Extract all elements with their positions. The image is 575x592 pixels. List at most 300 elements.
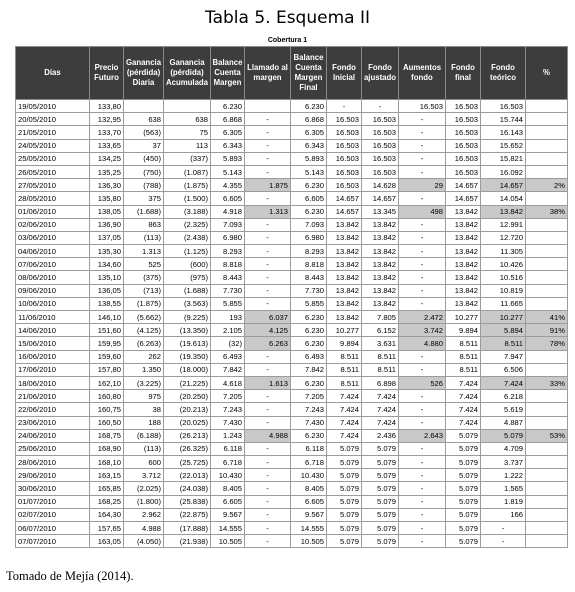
col-balance-final-cell: 8.405: [291, 482, 327, 495]
col-fondo-inicial-cell: 13.842: [327, 284, 362, 297]
col-fondo-final-cell: 7.424: [446, 403, 481, 416]
col-llamado-margen-cell: -: [245, 456, 291, 469]
col-balance-cuenta-margen-cell: 8.818: [211, 258, 245, 271]
col-aumentos-fondo-cell: 16.503: [399, 100, 446, 113]
col-porcentaje-cell: [526, 456, 568, 469]
col-porcentaje-cell: 2%: [526, 179, 568, 192]
col-fondo-teorico-cell: 7.424: [481, 376, 526, 389]
col-balance-final-cell: 5.143: [291, 165, 327, 178]
col-fondo-ajustado-cell: 16.503: [362, 139, 399, 152]
col-ganancia-diaria-cell: (563): [124, 126, 164, 139]
col-ganancia-acumulada-cell: (2.438): [164, 231, 211, 244]
col-balance-final-cell: 5.855: [291, 297, 327, 310]
col-fondo-ajustado-cell: 16.503: [362, 152, 399, 165]
col-porcentaje-cell: [526, 100, 568, 113]
col-llamado-margen-cell: -: [245, 165, 291, 178]
col-ganancia-diaria-cell: 262: [124, 350, 164, 363]
col-fondo-teorico-cell: 4.709: [481, 442, 526, 455]
col-porcentaje-cell: 41%: [526, 311, 568, 324]
col-ganancia-diaria-cell: 375: [124, 192, 164, 205]
col-dias-cell: 29/06/2010: [16, 469, 90, 482]
col-fondo-final-cell: 5.079: [446, 522, 481, 535]
col-aumentos-fondo-cell: -: [399, 271, 446, 284]
col-balance-cuenta-margen-cell: 5.143: [211, 165, 245, 178]
source-note: Tomado de Mejía (2014).: [6, 569, 134, 583]
col-balance-cuenta-margen-cell: 193: [211, 311, 245, 324]
table-row: [16, 442, 568, 455]
col-ganancia-diaria-cell: 4.988: [124, 522, 164, 535]
col-ganancia-diaria-cell: 2.962: [124, 508, 164, 521]
col-precio-futuro-cell: 135,10: [90, 271, 124, 284]
col-balance-final-cell: 14.555: [291, 522, 327, 535]
col-fondo-ajustado-cell: 5.079: [362, 482, 399, 495]
col-balance-final-cell: 6.230: [291, 311, 327, 324]
col-fondo-ajustado-cell: 13.842: [362, 297, 399, 310]
col-dias-cell: 28/05/2010: [16, 192, 90, 205]
col-ganancia-acumulada-cell: (20.213): [164, 403, 211, 416]
col-fondo-teorico-cell: 11.665: [481, 297, 526, 310]
col-fondo-inicial-cell: -: [327, 100, 362, 113]
col-aumentos-fondo-cell: -: [399, 165, 446, 178]
col-fondo-teorico-cell: 7.947: [481, 350, 526, 363]
col-ganancia-acumulada-cell: (22.875): [164, 508, 211, 521]
col-porcentaje-cell: [526, 271, 568, 284]
col-fondo-inicial-cell: 16.503: [327, 126, 362, 139]
col-balance-cuenta-margen-cell: 4.618: [211, 376, 245, 389]
col-fondo-teorico-cell: 166: [481, 508, 526, 521]
col-ganancia-diaria-cell: (375): [124, 271, 164, 284]
col-llamado-margen-cell: -: [245, 139, 291, 152]
col-precio-futuro-cell: 163,15: [90, 469, 124, 482]
col-balance-cuenta-margen-cell: 7.243: [211, 403, 245, 416]
col-llamado-margen-cell: -: [245, 113, 291, 126]
col-fondo-ajustado-cell: 16.503: [362, 165, 399, 178]
col-aumentos-fondo-cell: -: [399, 297, 446, 310]
col-llamado-margen-cell: -: [245, 126, 291, 139]
col-ganancia-acumulada-cell: (21.225): [164, 376, 211, 389]
col-precio-futuro-cell: 133,70: [90, 126, 124, 139]
col-precio-futuro-cell: 168,25: [90, 495, 124, 508]
col-fondo-inicial-cell: 5.079: [327, 522, 362, 535]
col-dias-cell: 28/06/2010: [16, 456, 90, 469]
col-ganancia-acumulada-cell: (9.225): [164, 311, 211, 324]
col-porcentaje-cell: [526, 165, 568, 178]
col-aumentos-fondo-cell: -: [399, 126, 446, 139]
col-llamado-margen-cell: -: [245, 218, 291, 231]
col-fondo-ajustado-cell: 13.842: [362, 258, 399, 271]
col-aumentos-fondo-cell: -: [399, 258, 446, 271]
col-fondo-inicial-cell: 13.842: [327, 258, 362, 271]
table-row: [16, 416, 568, 429]
col-dias-cell: 01/06/2010: [16, 205, 90, 218]
col-balance-final-cell: 6.605: [291, 192, 327, 205]
col-dias-cell: 10/06/2010: [16, 297, 90, 310]
col-ganancia-acumulada-cell: (1.125): [164, 245, 211, 258]
col-aumentos-fondo-cell: -: [399, 416, 446, 429]
col-balance-cuenta-margen-cell: 7.093: [211, 218, 245, 231]
col-ganancia-acumulada-cell: (26.213): [164, 429, 211, 442]
col-llamado-margen-cell: 6.263: [245, 337, 291, 350]
col-ganancia-diaria-cell: 863: [124, 218, 164, 231]
col-balance-cuenta-margen-cell: 5.893: [211, 152, 245, 165]
col-fondo-final-cell: 7.424: [446, 376, 481, 389]
col-balance-cuenta-margen-cell: 6.718: [211, 456, 245, 469]
col-fondo-final-cell: 13.842: [446, 245, 481, 258]
col-fondo-inicial-cell: 5.079: [327, 535, 362, 548]
col-fondo-final-cell: 14.657: [446, 192, 481, 205]
col-precio-futuro-cell: 136,05: [90, 284, 124, 297]
col-ganancia-diaria-cell: 38: [124, 403, 164, 416]
col-fondo-teorico-cell: 6.218: [481, 390, 526, 403]
col-balance-cuenta-margen-cell: 6.868: [211, 113, 245, 126]
col-fondo-teorico-cell: 5.619: [481, 403, 526, 416]
col-fondo-ajustado-cell: 5.079: [362, 456, 399, 469]
col-balance-final-cell: 6.980: [291, 231, 327, 244]
col-aumentos-fondo-header: Aumentos fondo: [399, 47, 446, 100]
col-precio-futuro-cell: 135,30: [90, 245, 124, 258]
col-balance-cuenta-margen-cell: (32): [211, 337, 245, 350]
table-subtitle: Cobertura 1: [267, 37, 308, 44]
col-aumentos-fondo-cell: 2.643: [399, 429, 446, 442]
col-dias-cell: 06/07/2010: [16, 522, 90, 535]
col-ganancia-diaria-cell: (1.688): [124, 205, 164, 218]
col-llamado-margen-cell: -: [245, 508, 291, 521]
table-body: [16, 100, 568, 548]
col-fondo-inicial-cell: 16.503: [327, 113, 362, 126]
col-fondo-final-cell: 5.079: [446, 535, 481, 548]
col-ganancia-diaria-cell: 3.712: [124, 469, 164, 482]
col-llamado-margen-cell: -: [245, 271, 291, 284]
col-ganancia-acumulada-cell: (600): [164, 258, 211, 271]
col-ganancia-diaria-header: Ganancia (pérdida) Diaria: [124, 47, 164, 100]
col-precio-futuro-cell: 165,85: [90, 482, 124, 495]
table-row: [16, 205, 568, 218]
col-dias-cell: 30/06/2010: [16, 482, 90, 495]
col-fondo-final-cell: 5.079: [446, 469, 481, 482]
col-llamado-margen-cell: -: [245, 390, 291, 403]
col-fondo-ajustado-cell: 7.424: [362, 416, 399, 429]
table-row: [16, 456, 568, 469]
col-balance-final-cell: 6.230: [291, 376, 327, 389]
col-precio-futuro-cell: 160,75: [90, 403, 124, 416]
table-row: [16, 113, 568, 126]
table-row: [16, 363, 568, 376]
col-fondo-final-cell: 13.842: [446, 271, 481, 284]
col-ganancia-acumulada-cell: (20.025): [164, 416, 211, 429]
col-porcentaje-cell: [526, 126, 568, 139]
col-porcentaje-cell: [526, 297, 568, 310]
col-ganancia-acumulada-cell: (26.325): [164, 442, 211, 455]
col-dias-cell: 25/06/2010: [16, 442, 90, 455]
col-porcentaje-cell: [526, 258, 568, 271]
col-aumentos-fondo-cell: -: [399, 522, 446, 535]
col-fondo-inicial-cell: 16.503: [327, 139, 362, 152]
col-aumentos-fondo-cell: -: [399, 139, 446, 152]
col-ganancia-diaria-cell: (3.225): [124, 376, 164, 389]
col-fondo-inicial-cell: 13.842: [327, 218, 362, 231]
col-balance-cuenta-margen-cell: 6.493: [211, 350, 245, 363]
col-porcentaje-cell: [526, 403, 568, 416]
col-precio-futuro-cell: 168,10: [90, 456, 124, 469]
col-precio-futuro-cell: 132,95: [90, 113, 124, 126]
col-dias-cell: 19/05/2010: [16, 100, 90, 113]
col-ganancia-acumulada-cell: (1.087): [164, 165, 211, 178]
col-llamado-margen-cell: -: [245, 442, 291, 455]
col-fondo-final-cell: 16.503: [446, 165, 481, 178]
col-fondo-inicial-cell: 8.511: [327, 376, 362, 389]
col-llamado-margen-cell: -: [245, 231, 291, 244]
col-precio-futuro-cell: 136,30: [90, 179, 124, 192]
col-balance-cuenta-margen-cell: 2.105: [211, 324, 245, 337]
table-row: [16, 495, 568, 508]
col-ganancia-acumulada-cell: (25.725): [164, 456, 211, 469]
col-porcentaje-cell: [526, 113, 568, 126]
col-precio-futuro-cell: 157,65: [90, 522, 124, 535]
col-porcentaje-header: %: [526, 47, 568, 100]
col-precio-futuro-cell: 138,55: [90, 297, 124, 310]
col-fondo-final-cell: 13.842: [446, 258, 481, 271]
col-dias-cell: 01/07/2010: [16, 495, 90, 508]
col-llamado-margen-header: Llamado al margen: [245, 47, 291, 100]
col-fondo-final-cell: 16.503: [446, 113, 481, 126]
col-llamado-margen-cell: -: [245, 469, 291, 482]
col-fondo-inicial-cell: 14.657: [327, 192, 362, 205]
col-aumentos-fondo-cell: 29: [399, 179, 446, 192]
col-fondo-teorico-cell: 1.819: [481, 495, 526, 508]
col-ganancia-diaria-cell: (2.025): [124, 482, 164, 495]
col-llamado-margen-cell: -: [245, 297, 291, 310]
col-aumentos-fondo-cell: 498: [399, 205, 446, 218]
col-porcentaje-cell: [526, 508, 568, 521]
col-fondo-teorico-cell: 10.277: [481, 311, 526, 324]
col-dias-cell: 02/07/2010: [16, 508, 90, 521]
col-fondo-final-cell: 7.424: [446, 390, 481, 403]
col-balance-final-cell: 6.718: [291, 456, 327, 469]
col-dias-cell: 21/06/2010: [16, 390, 90, 403]
col-ganancia-acumulada-cell: (337): [164, 152, 211, 165]
table-row: [16, 231, 568, 244]
table-row: [16, 469, 568, 482]
col-porcentaje-cell: [526, 152, 568, 165]
col-precio-futuro-cell: 168,75: [90, 429, 124, 442]
col-porcentaje-cell: [526, 350, 568, 363]
col-dias-cell: 21/05/2010: [16, 126, 90, 139]
col-aumentos-fondo-cell: -: [399, 152, 446, 165]
table-row: [16, 271, 568, 284]
col-balance-cuenta-margen-cell: 10.430: [211, 469, 245, 482]
col-fondo-ajustado-cell: 13.842: [362, 284, 399, 297]
col-dias-cell: 15/06/2010: [16, 337, 90, 350]
col-precio-futuro-cell: 159,95: [90, 337, 124, 350]
col-precio-futuro-cell: 146,10: [90, 311, 124, 324]
col-fondo-final-cell: 16.503: [446, 139, 481, 152]
col-fondo-ajustado-cell: 16.503: [362, 113, 399, 126]
col-llamado-margen-cell: -: [245, 416, 291, 429]
col-fondo-ajustado-cell: 13.842: [362, 271, 399, 284]
col-balance-final-cell: 8.443: [291, 271, 327, 284]
col-aumentos-fondo-cell: 3.742: [399, 324, 446, 337]
col-balance-final-cell: 7.093: [291, 218, 327, 231]
col-precio-futuro-cell: 135,80: [90, 192, 124, 205]
col-dias-cell: 26/05/2010: [16, 165, 90, 178]
col-llamado-margen-cell: [245, 100, 291, 113]
col-ganancia-acumulada-cell: (24.038): [164, 482, 211, 495]
col-fondo-inicial-cell: 16.503: [327, 179, 362, 192]
col-fondo-ajustado-cell: 13.842: [362, 218, 399, 231]
col-aumentos-fondo-cell: -: [399, 363, 446, 376]
col-balance-final-cell: 6.230: [291, 205, 327, 218]
col-fondo-final-cell: 5.079: [446, 442, 481, 455]
col-balance-final-cell: 6.230: [291, 337, 327, 350]
col-ganancia-acumulada-cell: (17.888): [164, 522, 211, 535]
col-aumentos-fondo-cell: -: [399, 495, 446, 508]
col-fondo-final-cell: 13.842: [446, 297, 481, 310]
col-fondo-teorico-cell: 15.821: [481, 152, 526, 165]
col-aumentos-fondo-cell: -: [399, 245, 446, 258]
col-balance-final-cell: 7.430: [291, 416, 327, 429]
col-balance-final-cell: 6.493: [291, 350, 327, 363]
col-balance-cuenta-margen-cell: 14.555: [211, 522, 245, 535]
col-ganancia-diaria-cell: 638: [124, 113, 164, 126]
col-llamado-margen-cell: -: [245, 350, 291, 363]
col-fondo-ajustado-cell: 14.628: [362, 179, 399, 192]
col-aumentos-fondo-cell: -: [399, 113, 446, 126]
col-aumentos-fondo-cell: -: [399, 482, 446, 495]
col-balance-cuenta-margen-cell: 6.118: [211, 442, 245, 455]
col-dias-cell: 25/05/2010: [16, 152, 90, 165]
col-precio-futuro-cell: 137,05: [90, 231, 124, 244]
col-fondo-teorico-cell: 8.511: [481, 337, 526, 350]
col-ganancia-diaria-cell: (788): [124, 179, 164, 192]
col-balance-cuenta-margen-cell: 1.243: [211, 429, 245, 442]
col-fondo-final-cell: 5.079: [446, 482, 481, 495]
col-ganancia-acumulada-cell: 113: [164, 139, 211, 152]
col-fondo-inicial-cell: 16.503: [327, 152, 362, 165]
col-balance-cuenta-margen-cell: 6.605: [211, 495, 245, 508]
col-ganancia-acumulada-cell: (18.000): [164, 363, 211, 376]
col-fondo-inicial-cell: 14.657: [327, 205, 362, 218]
col-fondo-teorico-cell: 15.652: [481, 139, 526, 152]
col-fondo-teorico-cell: -: [481, 535, 526, 548]
col-ganancia-acumulada-cell: (20.250): [164, 390, 211, 403]
col-fondo-inicial-cell: 5.079: [327, 469, 362, 482]
col-dias-cell: 23/06/2010: [16, 416, 90, 429]
col-balance-cuenta-margen-cell: 7.430: [211, 416, 245, 429]
col-aumentos-fondo-cell: -: [399, 403, 446, 416]
col-balance-cuenta-margen-cell: 6.305: [211, 126, 245, 139]
col-aumentos-fondo-cell: 526: [399, 376, 446, 389]
col-precio-futuro-cell: 160,50: [90, 416, 124, 429]
col-aumentos-fondo-cell: 2.472: [399, 311, 446, 324]
col-balance-cuenta-margen-cell: 6.605: [211, 192, 245, 205]
col-balance-final-cell: 8.293: [291, 245, 327, 258]
col-fondo-final-cell: 13.842: [446, 231, 481, 244]
table-row: [16, 350, 568, 363]
col-balance-cuenta-margen-cell: 7.842: [211, 363, 245, 376]
col-precio-futuro-cell: 164,30: [90, 508, 124, 521]
col-dias-cell: 18/06/2010: [16, 376, 90, 389]
col-llamado-margen-cell: -: [245, 284, 291, 297]
table-row: [16, 100, 568, 113]
col-balance-final-cell: 5.893: [291, 152, 327, 165]
col-dias-cell: 07/06/2010: [16, 258, 90, 271]
col-fondo-teorico-cell: 10.516: [481, 271, 526, 284]
col-llamado-margen-cell: 6.037: [245, 311, 291, 324]
col-fondo-teorico-cell: 3.737: [481, 456, 526, 469]
col-fondo-final-cell: 14.657: [446, 179, 481, 192]
col-precio-futuro-cell: 168,90: [90, 442, 124, 455]
col-dias-header: Días: [16, 47, 90, 100]
col-fondo-inicial-cell: 13.842: [327, 297, 362, 310]
col-dias-cell: 24/05/2010: [16, 139, 90, 152]
col-precio-futuro-cell: 138,05: [90, 205, 124, 218]
col-balance-cuenta-margen-cell: 4.918: [211, 205, 245, 218]
col-fondo-ajustado-cell: 13.842: [362, 231, 399, 244]
col-dias-cell: 04/06/2010: [16, 245, 90, 258]
col-fondo-inicial-cell: 13.842: [327, 311, 362, 324]
col-dias-cell: 22/06/2010: [16, 403, 90, 416]
col-llamado-margen-cell: -: [245, 535, 291, 548]
col-fondo-ajustado-cell: 7.805: [362, 311, 399, 324]
col-precio-futuro-cell: 157,80: [90, 363, 124, 376]
col-fondo-teorico-cell: 1.565: [481, 482, 526, 495]
col-balance-final-cell: 8.818: [291, 258, 327, 271]
col-porcentaje-cell: [526, 231, 568, 244]
col-fondo-inicial-cell: 5.079: [327, 442, 362, 455]
col-ganancia-acumulada-cell: (25.838): [164, 495, 211, 508]
col-fondo-teorico-cell: 1.222: [481, 469, 526, 482]
col-fondo-inicial-cell: 5.079: [327, 482, 362, 495]
col-fondo-ajustado-cell: 3.631: [362, 337, 399, 350]
col-llamado-margen-cell: -: [245, 192, 291, 205]
col-precio-futuro-cell: 162,10: [90, 376, 124, 389]
col-ganancia-acumulada-cell: [164, 100, 211, 113]
col-balance-final-cell: 7.842: [291, 363, 327, 376]
col-porcentaje-cell: [526, 284, 568, 297]
col-fondo-inicial-cell: 13.842: [327, 231, 362, 244]
col-fondo-final-cell: 13.842: [446, 205, 481, 218]
col-fondo-inicial-cell: 16.503: [327, 165, 362, 178]
col-ganancia-diaria-cell: (113): [124, 231, 164, 244]
col-fondo-ajustado-cell: 8.511: [362, 363, 399, 376]
col-fondo-inicial-header: Fondo Inicial: [327, 47, 362, 100]
col-dias-cell: 09/06/2010: [16, 284, 90, 297]
table-row: [16, 522, 568, 535]
col-dias-cell: 24/06/2010: [16, 429, 90, 442]
col-fondo-inicial-cell: 8.511: [327, 363, 362, 376]
col-fondo-teorico-cell: 5.894: [481, 324, 526, 337]
col-porcentaje-cell: [526, 442, 568, 455]
col-fondo-final-cell: 5.079: [446, 508, 481, 521]
col-balance-final-cell: 7.205: [291, 390, 327, 403]
col-dias-cell: 07/07/2010: [16, 535, 90, 548]
col-ganancia-diaria-cell: (750): [124, 165, 164, 178]
col-aumentos-fondo-cell: 4.880: [399, 337, 446, 350]
table-row: [16, 284, 568, 297]
col-fondo-final-cell: 9.894: [446, 324, 481, 337]
col-llamado-margen-cell: -: [245, 522, 291, 535]
col-ganancia-diaria-cell: (1.875): [124, 297, 164, 310]
col-balance-cuenta-margen-cell: 6.980: [211, 231, 245, 244]
col-ganancia-acumulada-cell: (3.188): [164, 205, 211, 218]
col-ganancia-diaria-cell: [124, 100, 164, 113]
col-llamado-margen-cell: -: [245, 152, 291, 165]
table-row: [16, 126, 568, 139]
col-fondo-final-cell: 8.511: [446, 337, 481, 350]
col-ganancia-acumulada-cell: (22.013): [164, 469, 211, 482]
col-ganancia-diaria-cell: 188: [124, 416, 164, 429]
col-fondo-teorico-cell: 16.143: [481, 126, 526, 139]
